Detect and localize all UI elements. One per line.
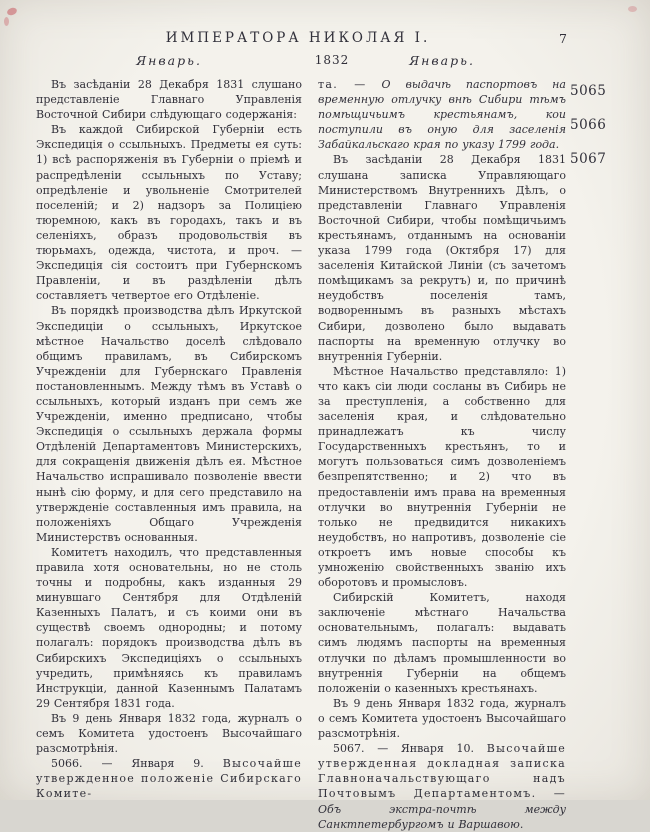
act-heading-5067 [318, 741, 566, 832]
act-title-spaced: Высочайше утвержденная докладная записка Главноначальствующаго надъ Почтовымъ Департаментомъ. — [318, 742, 567, 801]
act-title-spaced: Высочайше утвержденное положеніе Сибирскаго Комите- [36, 757, 303, 801]
paragraph: Въ засѣданіи 28 Декабря 1831 слушано представленіе Главнаго Управленія Восточной Сибири слѣдующаго содержанія: [36, 78, 302, 122]
left-column-month-header: Январь. [136, 53, 202, 68]
act-number-and-date: 5067. — Января 10. [333, 742, 475, 756]
paragraph: Комитетъ находилъ, что представленныя правила хотя основательны, но не столь точны и подробны, какъ изданныя 29 минувшаго Сентября для Отдѣленій Казенныхъ Палатъ, и съ коими они въ существѣ своемъ однородны; и потому полагалъ: порядокъ производства дѣлъ въ Сибирскихъ Экспедиціяхъ о ссыльныхъ учредить, примѣняясь къ правиламъ Инструкціи, данной Казеннымъ Палатамъ 29 Сентября 1831 года. [36, 545, 302, 710]
act-subtitle-italic: О выдачѣ паспортовъ на временную отлучку внѣ Сибири тѣмъ помѣщичьимъ крестьянамъ, кои поступили въ оную для заселенія Забайкальскаго края по указу 1799 года. [318, 78, 566, 152]
year-header: 1832 [314, 53, 350, 67]
red-scan-mark [6, 7, 18, 17]
running-head-title: ИМПЕРАТОРА НИКОЛАЯ I. [165, 30, 431, 46]
right-column-month-header: Январь. [409, 53, 475, 68]
paragraph: Мѣстное Начальство представляло: 1) что какъ сіи люди сосланы въ Сибирь не за преступленія, а собственно для заселенія края, и слѣдовательно принадлежатъ къ числу Государственныхъ крестьянъ, то и могутъ пользоваться симъ дозволеніемъ безпрепятственно; и 2) что въ предоставленіи имъ права на временныя отлучки во внутреннія Губерніи не только не предвидится никакихъ неудобствъ, но напротивъ, дозволеніе сіе откроетъ имъ новые способы къ умноженію свойственныхъ званію ихъ оборотовъ и промысловъ. [318, 364, 566, 590]
act-title-continuation-lead: та. — [318, 78, 367, 91]
margin-act-number: 5067 [570, 151, 607, 167]
right-text-column [318, 77, 566, 832]
red-scan-mark [628, 6, 637, 12]
margin-act-number: 5066 [570, 117, 607, 133]
paragraph: Въ 9 день Января 1832 года, журналъ о семъ Комитета удостоенъ Высочайшаго разсмотрѣнія. [36, 711, 302, 756]
margin-act-numbers [570, 83, 606, 185]
act-number-and-date: 5066. — Января 9. [51, 757, 204, 771]
paragraph: Сибирскій Комитетъ, находя заключеніе мѣстнаго Начальства основательнымъ, полагалъ: выдавать симъ людямъ паспорты на временныя отлучки по дѣламъ промышленности во внутреннія Губерніи на общемъ положеніи о казенныхъ крестьянахъ. [318, 591, 566, 695]
paragraph: Въ 9 день Января 1832 года, журналъ о семъ Комитета удостоенъ Высочайшаго разсмотрѣнія. [318, 696, 566, 741]
paragraph: Въ засѣданіи 28 Декабря 1831 слушана записка Управляющаго Министерствомъ Внутреннихъ Дѣлъ, о представленіи Главнаго Управленія Восточной Сибири, чтобы помѣщичьимъ крестьянамъ, отданнымъ на основаніи указа 1799 года (Октября 17) для заселенія Китайской Линіи (съ зачетомъ помѣщикамъ за рекрутъ) и, по причинѣ неудобствъ поселенія тамъ, водвореннымъ въ разныхъ мѣстахъ Сибири, дозволено было выдавать паспорты на временную отлучку во внутреннія Губерніи. [318, 153, 566, 363]
margin-act-number: 5065 [570, 83, 607, 99]
paragraph: Въ порядкѣ производства дѣлъ Иркутской Экспедиціи о ссыльныхъ, Иркутское мѣстное Начальство доселѣ слѣдовало общимъ правиламъ, въ Сибирскомъ Учрежденіи для Губернскаго Правленія постановленнымъ. Между тѣмъ въ Уставѣ о ссыльныхъ, который изданъ при семъ же Учрежденіи, именно предписано, чтобы Экспедиція о ссыльныхъ держала формы Отдѣленій Департаментовъ Министерскихъ, для сокращенія движенія дѣлъ ея. Мѣстное Начальство испрашивало позволеніе ввести нынѣ сію форму, и для сего представило на утвержденіе составленныя имъ правила, на положеніяхъ Общаго Учрежденія Министерствъ основанныя. [36, 304, 302, 544]
act-title-continuation [318, 77, 566, 152]
act-heading-5066 [36, 756, 302, 801]
paragraph: Въ каждой Сибирской Губерніи есть Экспедиція о ссыльныхъ. Предметы ея суть: 1) всѣ распоряженія въ Губерніи о пріемѣ и распредѣленіи ссыльныхъ по Уставу; опредѣленіе и увольненіе Смотрителей поселеній; и 2) надзоръ за Полиціею тюремною, какъ въ городахъ, такъ и въ селеніяхъ, образъ продовольствія въ тюрьмахъ, одежда, чистота, и проч. — Экспедиція сія состоитъ при Губернскомъ Правленіи, и въ раздѣленіи дѣлъ составляетъ четвертое его Отдѣленіе. [36, 123, 302, 303]
red-scan-mark [4, 17, 9, 26]
page-number: 7 [559, 31, 567, 46]
act-subtitle-italic: Объ экстра-почтѣ между Санктпетербургомъ и Варшавою. [318, 802, 566, 831]
left-text-column [36, 77, 302, 832]
text-columns [36, 77, 566, 832]
